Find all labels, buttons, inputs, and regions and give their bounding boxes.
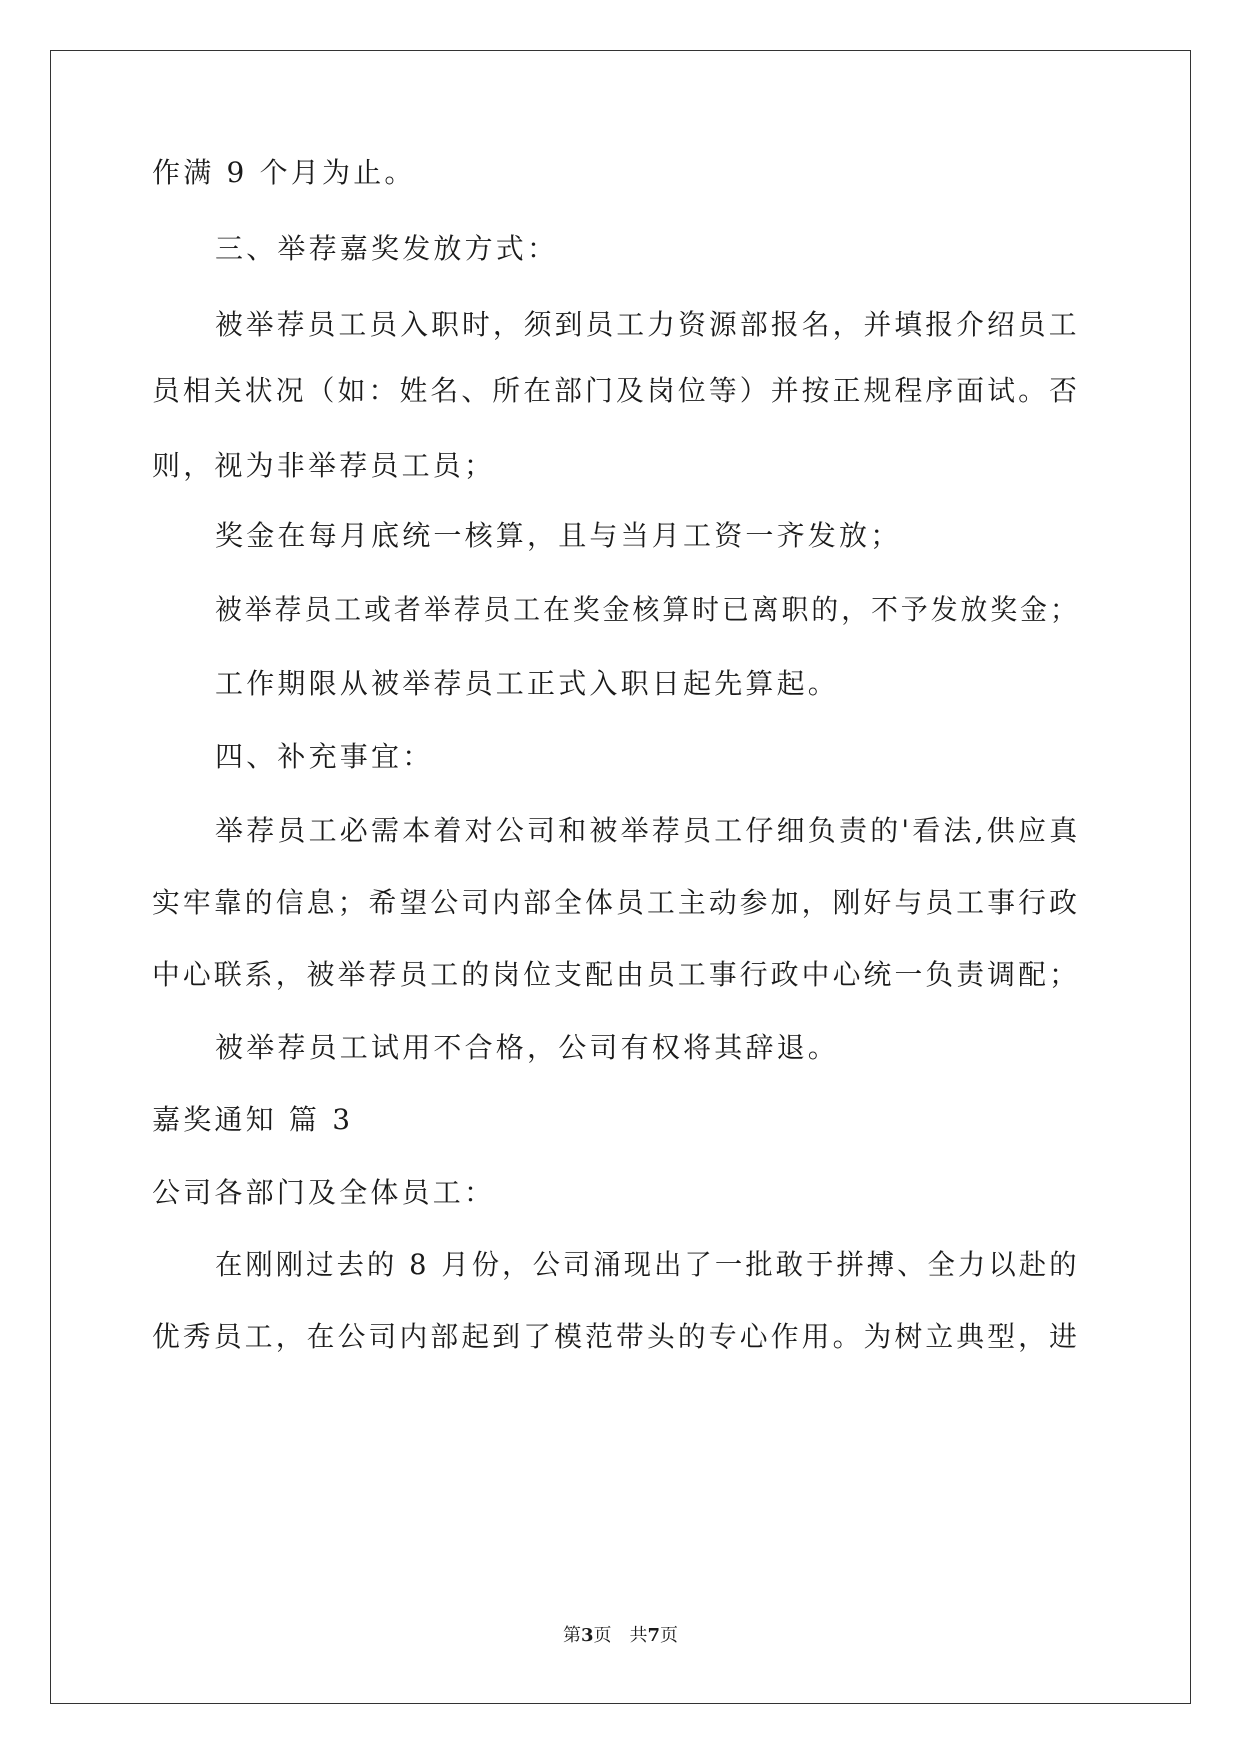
body-line: 实牢靠的信息；希望公司内部全体员工主动参加，刚好与员工事行政 — [152, 886, 1081, 919]
footer-mid: 页 共 — [593, 1625, 648, 1646]
current-page-number: 3 — [580, 1625, 594, 1646]
body-line: 则，视为非举荐员工员； — [152, 449, 496, 482]
body-line: 举荐员工必需本着对公司和被举荐员工仔细负责的'看法,供应真 — [215, 814, 1081, 847]
total-page-number: 7 — [647, 1625, 661, 1646]
body-line: 作满 9 个月为止。 — [152, 156, 416, 189]
body-line: 被举荐员工员入职时，须到员工力资源部报名，并填报介绍员工 — [215, 308, 1080, 341]
body-line: 被举荐员工试用不合格，公司有权将其辞退。 — [215, 1031, 840, 1064]
footer-suffix: 页 — [660, 1625, 679, 1646]
body-line: 工作期限从被举荐员工正式入职日起先算起。 — [215, 667, 840, 700]
body-line: 奖金在每月底统一核算，且与当月工资一齐发放； — [215, 519, 902, 552]
document-title: 嘉奖通知 篇 3 — [152, 1103, 354, 1136]
page-footer — [0, 1624, 1241, 1648]
body-line: 员相关状况（如：姓名、所在部门及岗位等）并按正规程序面试。否 — [152, 374, 1081, 407]
page-frame — [50, 50, 1191, 1704]
footer-prefix: 第 — [562, 1625, 581, 1646]
body-line: 被举荐员工或者举荐员工在奖金核算时已离职的，不予发放奖金； — [215, 593, 1080, 626]
body-line: 中心联系，被举荐员工的岗位支配由员工事行政中心统一负责调配； — [152, 958, 1081, 991]
section-heading: 四、补充事宜： — [215, 740, 434, 773]
section-heading: 三、举荐嘉奖发放方式： — [215, 232, 559, 265]
salutation: 公司各部门及全体员工： — [152, 1176, 496, 1209]
body-line: 在刚刚过去的 8 月份，公司涌现出了一批敢于拼搏、全力以赴的 — [215, 1248, 1080, 1281]
body-line: 优秀员工，在公司内部起到了模范带头的专心作用。为树立典型，进 — [152, 1320, 1081, 1353]
